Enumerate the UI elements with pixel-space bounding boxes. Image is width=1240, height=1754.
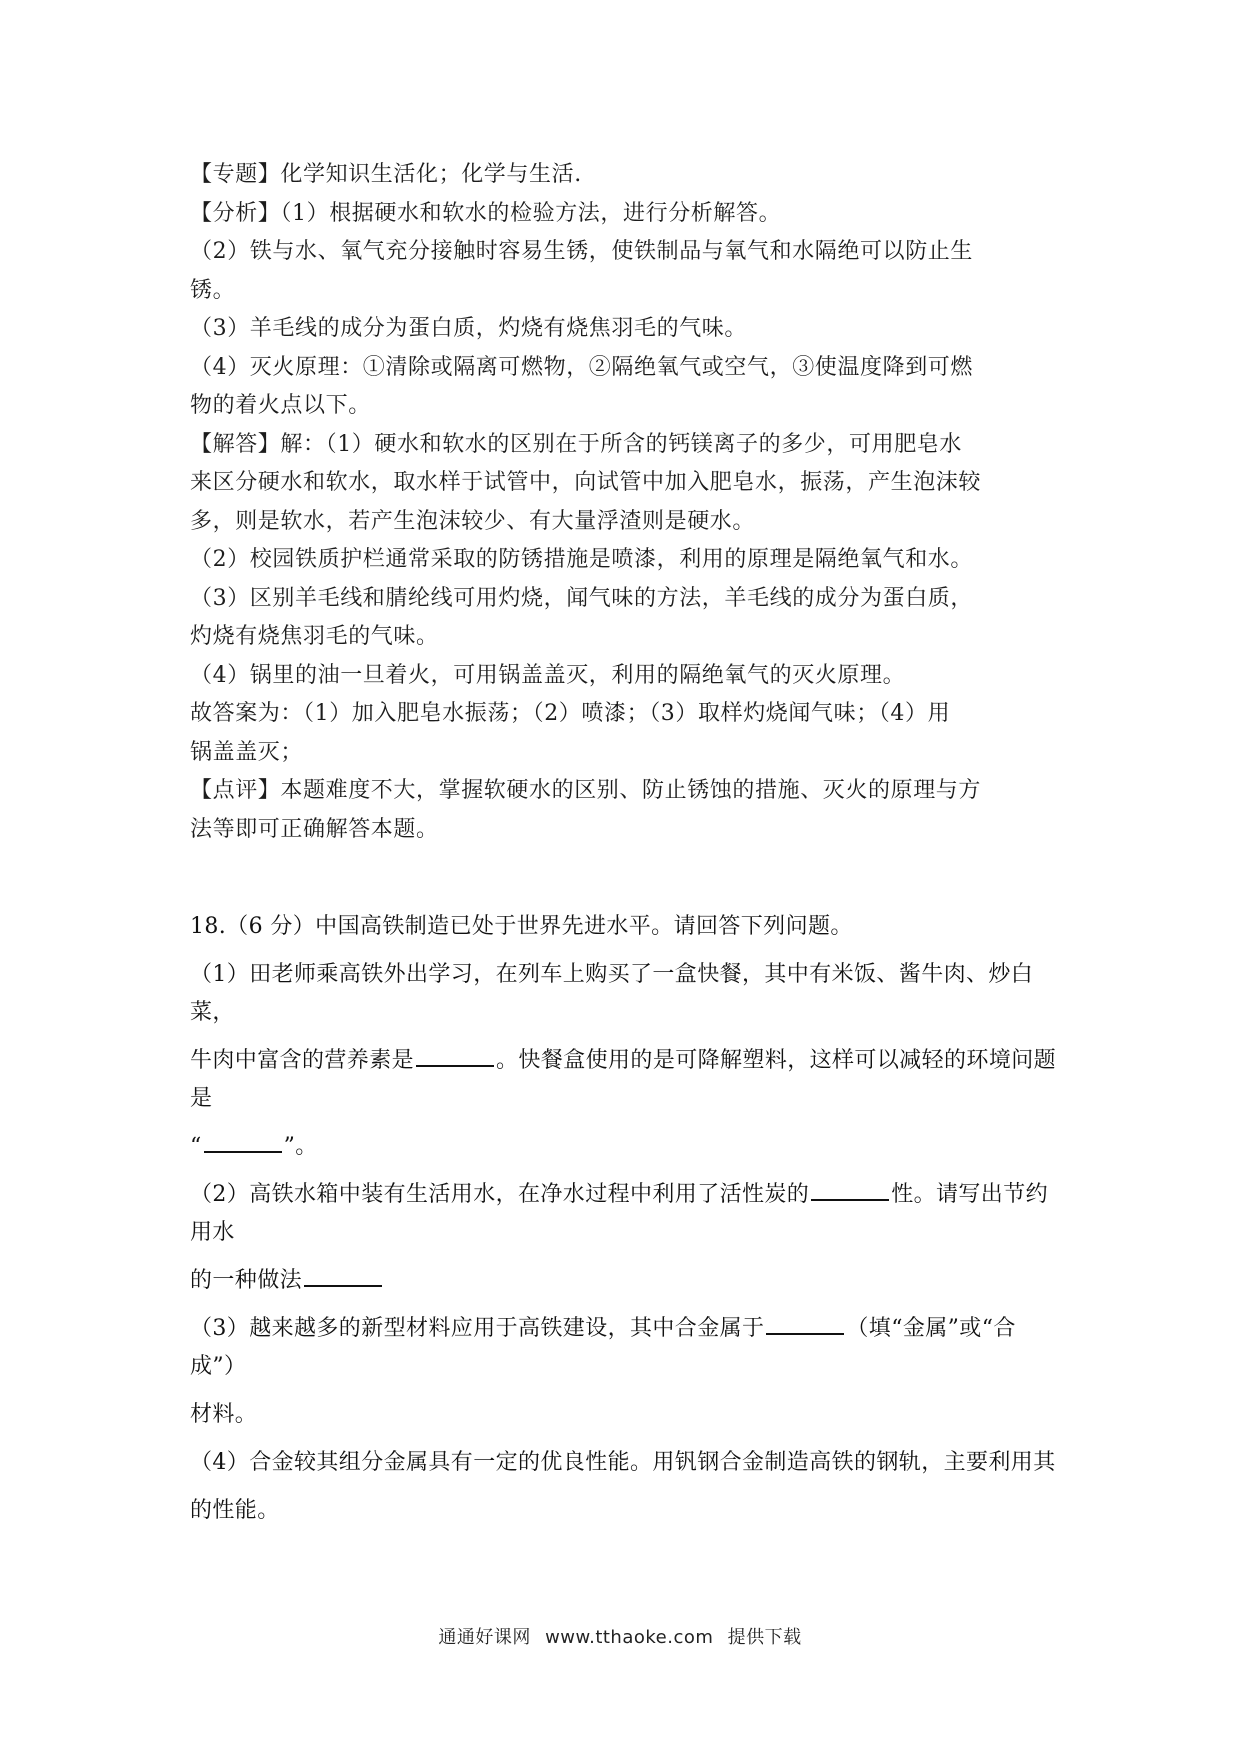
answer-blank[interactable] (416, 1045, 494, 1067)
question-text-line: （1）田老师乘高铁外出学习，在列车上购买了一盒快餐，其中有米饭、酱牛肉、炒白菜， (190, 962, 1034, 1025)
question-text-line (190, 1128, 1060, 1166)
answer-line: （2）校园铁质护栏通常采取的防锈措施是喷漆，利用的原理是隔绝氧气和水。 (190, 547, 973, 572)
answer-line: 多，则是软水，若产生泡沫较少、有大量浮渣则是硬水。 (190, 508, 756, 534)
answer-line: （3）区别羊毛线和腈纶线可用灼烧，闻气味的方法，羊毛线的成分为蛋白质， (190, 585, 973, 611)
question-text-line (190, 1310, 1060, 1386)
footer-url[interactable]: www.tthaoke.com (545, 1627, 714, 1648)
final-answer-line: 故答案为：（1）加入肥皂水振荡；（2）喷漆；（3）取样灼烧闻气味；（4）用 (190, 701, 951, 726)
question-text: 的一种做法 (190, 1268, 303, 1293)
analysis-line: 【分析】（1）根据硬水和软水的检验方法，进行分析解答。 (190, 200, 782, 226)
answer-line: 【解答】解：（1）硬水和软水的区别在于所含的钙镁离子的多少，可用肥皂水 (190, 431, 962, 457)
close-quote: ”。 (283, 1134, 318, 1159)
question-text-line (190, 1176, 1060, 1252)
question-text-line: 的性能。 (190, 1498, 280, 1523)
page-footer (0, 1623, 1240, 1649)
topic-line: 【专题】化学知识生活化；化学与生活. (190, 162, 582, 187)
footer-site-name: 通通好课网 (438, 1627, 531, 1648)
answer-blank[interactable] (204, 1131, 282, 1153)
answer-line: （4）锅里的油一旦着火，可用锅盖盖灭，利用的隔绝氧气的灭火原理。 (190, 662, 906, 688)
question-text: 。快餐盒使用的是可降解塑料，这样可以减轻的环境问题是 (190, 1048, 1057, 1111)
question-title: 18.（6 分）中国高铁制造已处于世界先进水平。请回答下列问题。 (190, 914, 853, 939)
question-18 (190, 908, 1060, 1530)
question-text-line: 材料。 (190, 1402, 258, 1427)
footer-tail: 提供下载 (727, 1627, 802, 1648)
analysis-line: 物的着火点以下。 (190, 393, 371, 418)
question-text: （3）越来越多的新型材料应用于高铁建设，其中合金属于 (190, 1316, 765, 1341)
analysis-line: 锈。 (190, 277, 236, 303)
open-quote: “ (190, 1134, 202, 1159)
question-text-line (190, 1042, 1060, 1118)
answer-line: 来区分硬水和软水，取水样于试管中，向试管中加入肥皂水，振荡，产生泡沫较 (190, 470, 982, 495)
comment-line: 【点评】本题难度不大，掌握软硬水的区别、防止锈蚀的措施、灭火的原理与方 (190, 778, 982, 803)
question-text: 牛肉中富含的营养素是 (190, 1048, 415, 1073)
answer-blank[interactable] (304, 1265, 382, 1287)
answer-line: 灼烧有烧焦羽毛的气味。 (190, 624, 439, 649)
analysis-line: （4）灭火原理：①清除或隔离可燃物，②隔绝氧气或空气，③使温度降到可燃 (190, 354, 973, 380)
question-text: 性。请写出节约用水 (190, 1182, 1049, 1245)
analysis-line: （3）羊毛线的成分为蛋白质，灼烧有烧焦羽毛的气味。 (190, 316, 747, 341)
question-text: （填“金属”或“合成”） (190, 1316, 1016, 1379)
answer-blank[interactable] (766, 1313, 844, 1335)
question-text-line: （4）合金较其组分金属具有一定的优良性能。用钒钢合金制造高铁的钢轨，主要利用其 (190, 1450, 1056, 1475)
question-text: （2）高铁水箱中装有生活用水，在净水过程中利用了活性炭的 (190, 1182, 810, 1207)
analysis-section (190, 156, 1052, 849)
analysis-line: （2）铁与水、氧气充分接触时容易生锈，使铁制品与氧气和水隔绝可以防止生 (190, 239, 973, 264)
comment-line: 法等即可正确解答本题。 (190, 816, 439, 842)
final-answer-line: 锅盖盖灭； (190, 739, 304, 765)
question-text-line (190, 1262, 1060, 1300)
answer-blank[interactable] (811, 1179, 889, 1201)
